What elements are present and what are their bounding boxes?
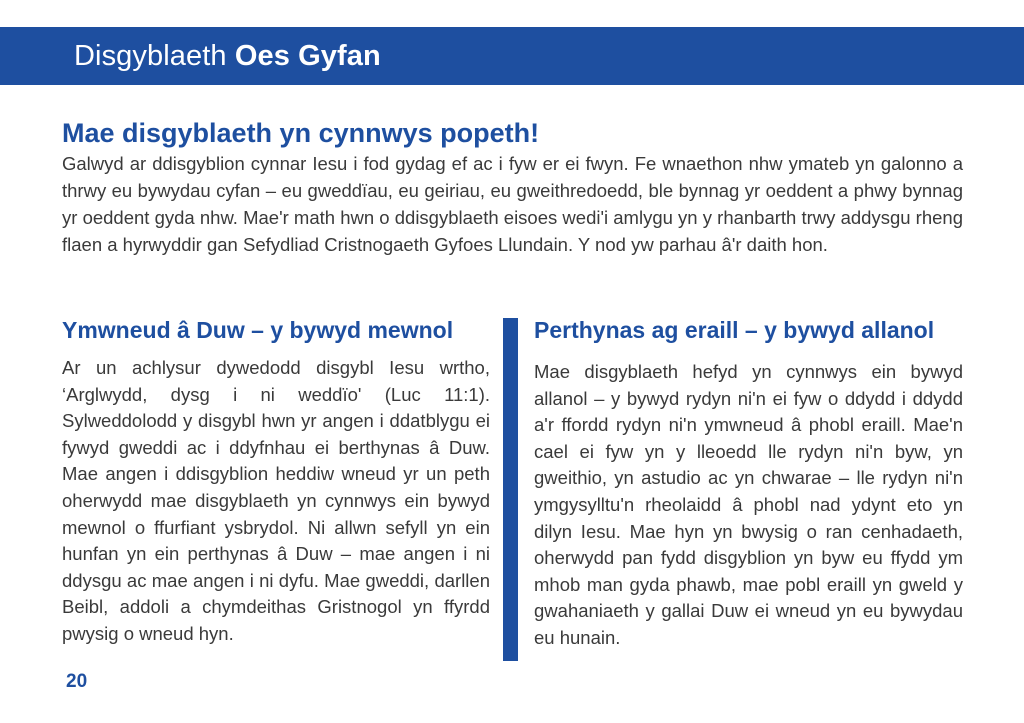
header-title-bold: Oes Gyfan [234,40,381,72]
column-divider-bar [503,318,518,661]
page-header-title [74,39,381,73]
page-number: 20 [66,671,88,692]
right-column-body: Mae disgyblaeth hefyd yn cynnwys ein bywyd allanol – y bywyd rydyn ni'n ei fyw o ddydd i ddydd a'r ffordd rydyn ni'n ymwneud â phobl eraill. Mae'n cael ei fyw yn y lleoedd lle rydyn ni'n byw, yn gweithio, yn astudio ac yn chwarae – lle rydyn ni'n ymgysylltu'n rheolaidd â phobl nad ydynt eto yn dilyn Iesu. Mae hyn yn bwysig o ran cenhadaeth, oherwydd pan fydd disgyblion yn byw eu ffydd ym mhob man gyda phawb, mae pobl eraill yn gweld y gwahaniaeth y gallai Duw ei wneud yn eu bywydau eu hunain. [534,361,963,648]
right-column-heading: Perthynas ag eraill – y bywyd allanol [534,317,935,343]
left-column-body: Ar un achlysur dywedodd disgybl Iesu wrtho, ‘Arglwydd, dysg i ni weddïo' (Luc 11:1). Sylweddolodd y disgybl hwn yr angen i ddatblygu ei fywyd gweddi ac i ddyfnhau ei berthynas â Duw. Mae angen i ddisgyblion heddiw wneud yr un peth oherwydd mae disgyblaeth yn cynnwys ein bywyd mewnol o ffurfiant ysbrydol. Ni allwn sefyll yn ein hunfan yn ein perthynas â Duw – mae angen i ni ddysgu ac mae angen i ni dyfu. Mae gweddi, darllen Beibl, addoli a chymdeithas Gristnogol yn ffyrdd pwysig o wneud hyn. [62,357,490,644]
main-heading: Mae disgyblaeth yn cynnwys popeth! [62,118,540,148]
header-title-light: Disgyblaeth [74,40,227,72]
left-column-heading: Ymwneud â Duw – y bywyd mewnol [62,317,454,343]
intro-paragraph: Galwyd ar ddisgyblion cynnar Iesu i fod gydag ef ac i fyw er ei fwyn. Fe wnaethon nhw ymateb yn galonno a thrwy eu bywydau cyfan – eu gweddïau, eu geiriau, eu gweithredoedd, ble bynnag yr oeddent a phwy bynnag yr oeddent gyda nhw. Mae'r math hwn o ddisgyblaeth eisoes wedi'i amlygu yn y rhanbarth trwy addysgu rheng flaen a hyrwyddir gan Sefydliad Cristnogaeth Gyfoes Llundain. Y nod yw parhau â'r daith hon. [62,153,963,255]
